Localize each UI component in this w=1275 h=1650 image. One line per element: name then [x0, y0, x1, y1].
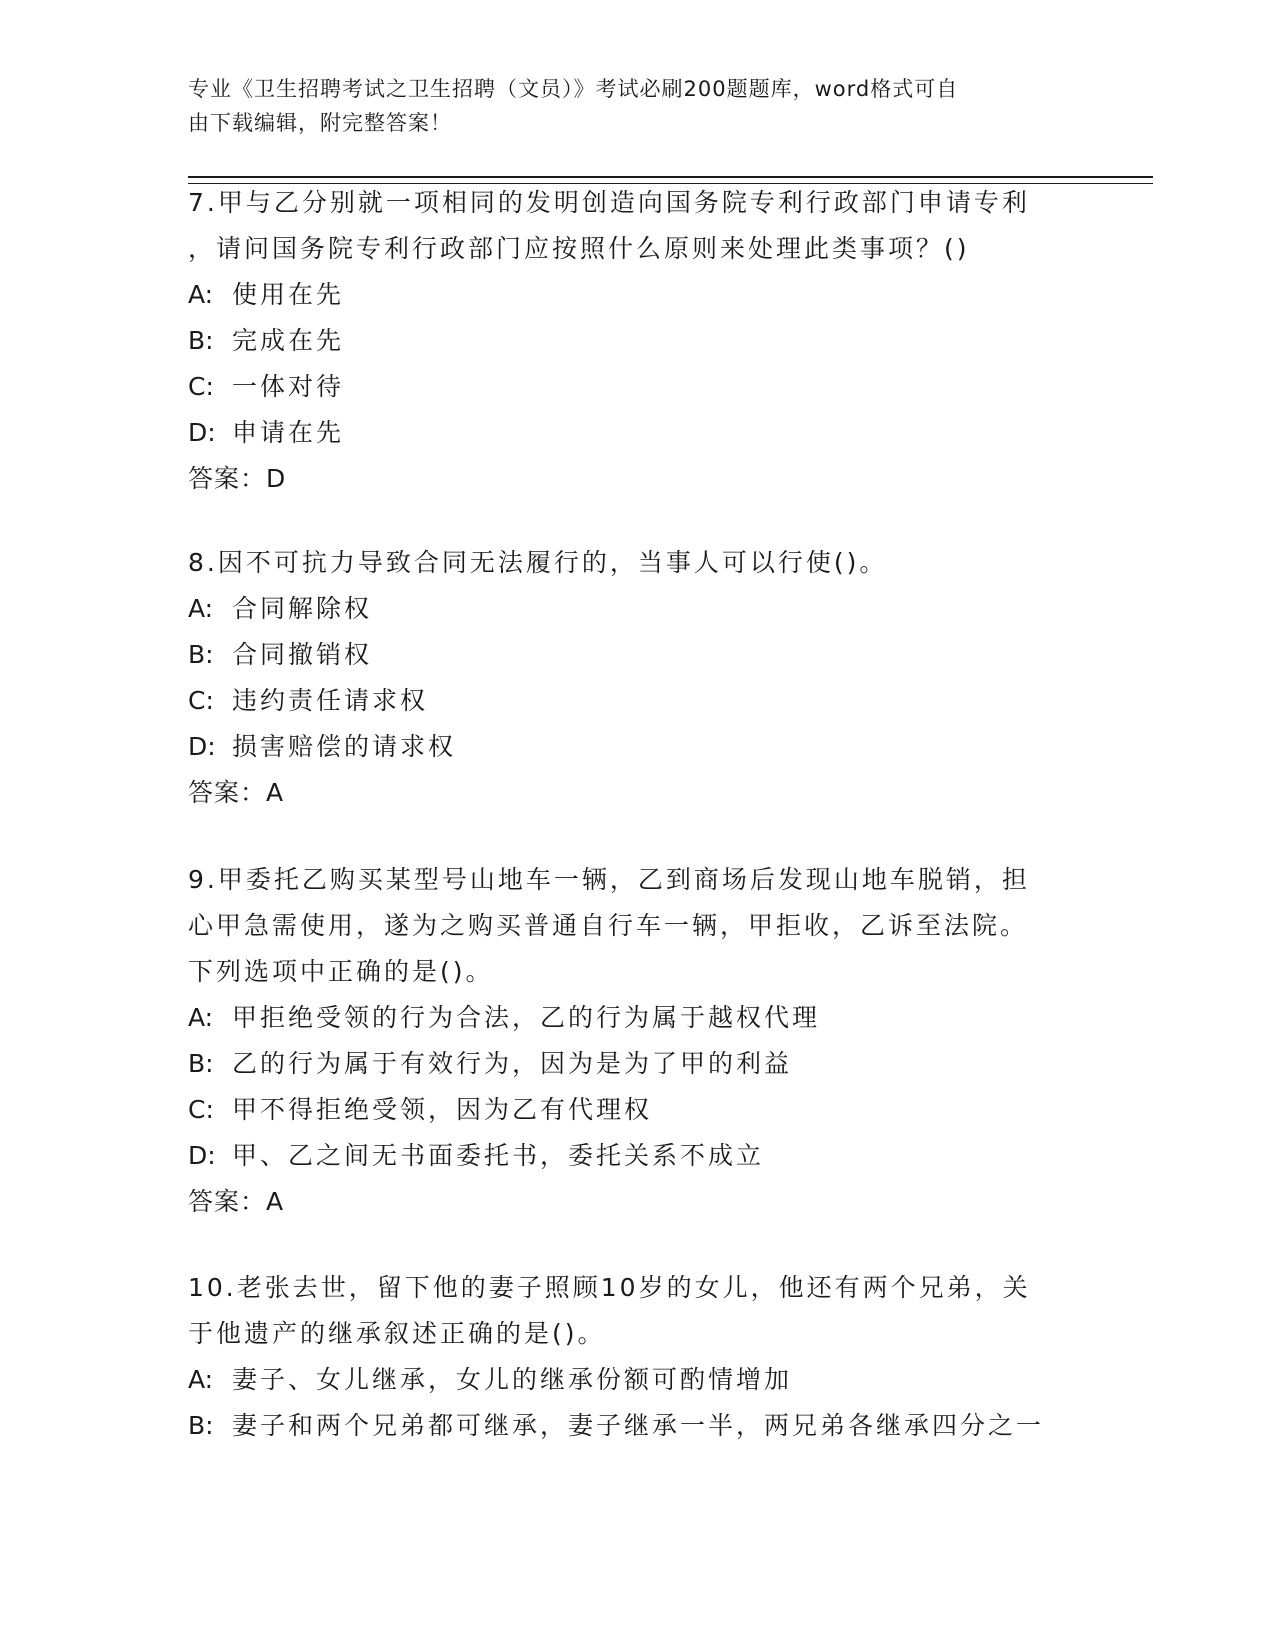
- answer-label: 答案：: [188, 464, 267, 493]
- answer: [188, 770, 1068, 816]
- option-text: 违约责任请求权: [232, 686, 429, 715]
- option-text: 甲拒绝受领的行为合法，乙的行为属于越权代理: [232, 1003, 821, 1032]
- header-line-2: 由下载编辑，附完整答案！: [188, 111, 452, 135]
- option-key: C:: [188, 686, 214, 715]
- option-text: 甲不得拒绝受领，因为乙有代理权: [232, 1095, 653, 1124]
- option-key: A:: [188, 1365, 214, 1394]
- option-key: C:: [188, 1095, 214, 1124]
- option-text: 妻子和两个兄弟都可继承，妻子继承一半，两兄弟各继承四分之一: [232, 1411, 1045, 1440]
- answer: [188, 456, 1068, 502]
- stem-line: ，请问国务院专利行政部门应按照什么原则来处理此类事项？(): [188, 234, 970, 263]
- question-stem: [188, 180, 1068, 272]
- option-key: A:: [188, 280, 214, 309]
- question-9: [188, 857, 1068, 1225]
- question-8: [188, 540, 1068, 816]
- question-stem: [188, 1265, 1068, 1357]
- question-stem: [188, 540, 1068, 586]
- answer-value: A: [266, 778, 285, 807]
- option-d: [188, 1133, 1068, 1179]
- option-text: 损害赔偿的请求权: [232, 732, 457, 761]
- option-key: C:: [188, 372, 214, 401]
- option-d: [188, 410, 1068, 456]
- option-key: D:: [188, 732, 216, 761]
- option-key: B:: [188, 326, 214, 355]
- answer: [188, 1179, 1068, 1225]
- stem-line: 下列选项中正确的是()。: [188, 957, 494, 986]
- option-c: [188, 1087, 1068, 1133]
- option-a: [188, 995, 1068, 1041]
- option-key: B:: [188, 1049, 214, 1078]
- option-text: 甲、乙之间无书面委托书，委托关系不成立: [232, 1141, 765, 1170]
- document-header: [188, 72, 1068, 140]
- header-divider-thick: [188, 176, 1153, 178]
- option-d: [188, 724, 1068, 770]
- option-text: 合同撤销权: [232, 640, 373, 669]
- stem-line: 8.因不可抗力导致合同无法履行的，当事人可以行使()。: [188, 548, 888, 577]
- option-text: 使用在先: [232, 280, 345, 309]
- option-key: D:: [188, 1141, 216, 1170]
- answer-label: 答案：: [188, 1187, 267, 1216]
- answer-value: A: [266, 1187, 285, 1216]
- option-text: 完成在先: [232, 326, 345, 355]
- option-key: B:: [188, 640, 214, 669]
- answer-value: D: [266, 464, 287, 493]
- option-a: [188, 1357, 1068, 1403]
- option-text: 一体对待: [232, 372, 345, 401]
- option-b: [188, 1403, 1068, 1449]
- option-a: [188, 272, 1068, 318]
- option-b: [188, 1041, 1068, 1087]
- option-c: [188, 364, 1068, 410]
- option-key: A:: [188, 1003, 214, 1032]
- stem-line: 9.甲委托乙购买某型号山地车一辆，乙到商场后发现山地车脱销，担: [188, 865, 1030, 894]
- option-c: [188, 678, 1068, 724]
- option-text: 合同解除权: [232, 594, 373, 623]
- option-text: 乙的行为属于有效行为，因为是为了甲的利益: [232, 1049, 793, 1078]
- option-text: 申请在先: [232, 418, 345, 447]
- option-b: [188, 318, 1068, 364]
- stem-line: 于他遗产的继承叙述正确的是()。: [188, 1319, 606, 1348]
- option-key: A:: [188, 594, 214, 623]
- option-b: [188, 632, 1068, 678]
- stem-line: 7.甲与乙分别就一项相同的发明创造向国务院专利行政部门申请专利: [188, 188, 1030, 217]
- option-key: B:: [188, 1411, 214, 1440]
- stem-line: 10.老张去世，留下他的妻子照顾10岁的女儿，他还有两个兄弟，关: [188, 1273, 1031, 1302]
- header-line-1: 专业《卫生招聘考试之卫生招聘（文员）》考试必刷200题题库，word格式可自: [188, 77, 959, 101]
- question-stem: [188, 857, 1068, 995]
- stem-line: 心甲急需使用，遂为之购买普通自行车一辆，甲拒收，乙诉至法院。: [188, 911, 1029, 940]
- option-text: 妻子、女儿继承，女儿的继承份额可酌情增加: [232, 1365, 793, 1394]
- answer-label: 答案：: [188, 778, 267, 807]
- question-10: [188, 1265, 1068, 1449]
- option-a: [188, 586, 1068, 632]
- question-7: [188, 180, 1068, 502]
- option-key: D:: [188, 418, 216, 447]
